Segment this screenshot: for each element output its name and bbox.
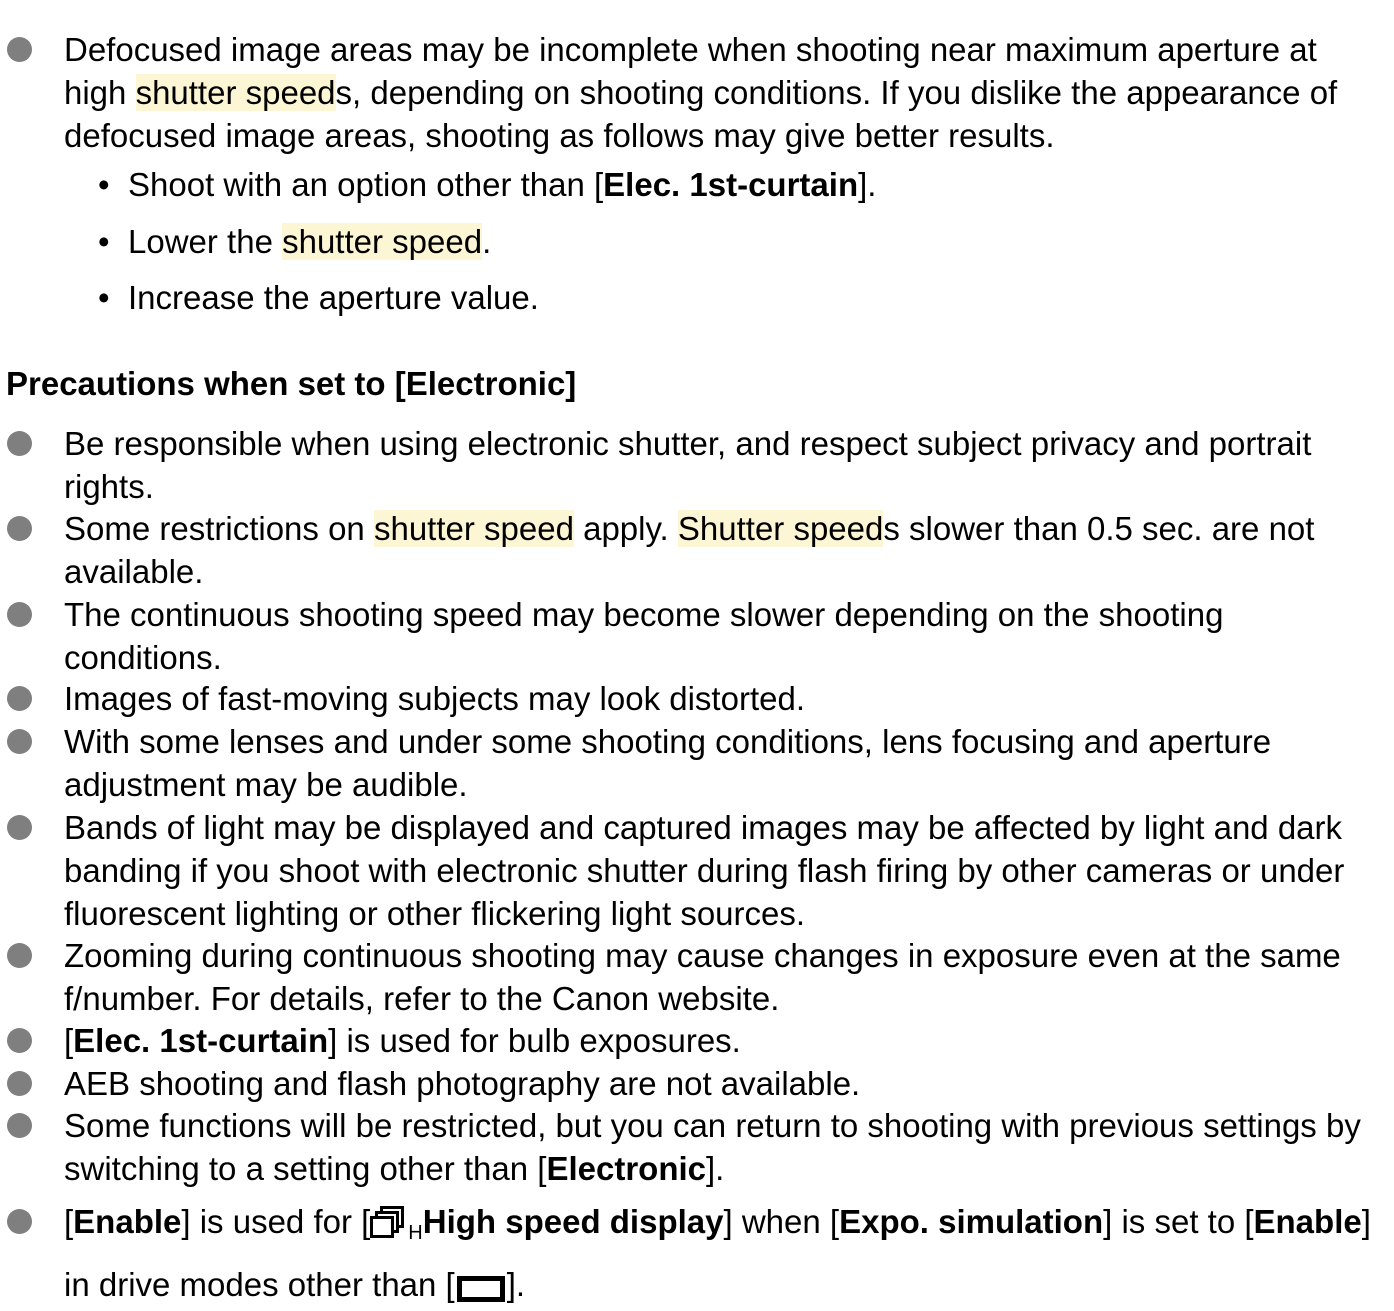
bullet-dot-icon (7, 943, 32, 968)
sub-item-aperture: • Increase the aperture value. (128, 276, 539, 319)
sub-bullet-icon: • (98, 223, 110, 260)
highlight-shutter-speed: shutter speed (373, 510, 574, 547)
bullet-dot-icon (7, 431, 32, 456)
text-segment: s, depending on shooting conditions. If you dislike the appearance of defocused image areas, shooting as follows may give better results. (64, 74, 1338, 154)
section-heading: Precautions when set to [Electronic] (6, 365, 577, 402)
bullet-defocused (64, 28, 1384, 157)
bullet-dot-icon (7, 1113, 32, 1138)
setting-name: Electronic (546, 1150, 707, 1187)
precaution-restricted: Some functions will be restricted, but you can return to shooting with previous settings by switching to a setting other than [Electronic]. (64, 1104, 1384, 1190)
bullet-dot-icon (7, 815, 32, 840)
bullet-dot-icon (7, 516, 32, 541)
setting-name: Elec. 1st-curtain (603, 166, 859, 203)
precaution-audible: With some lenses and under some shooting conditions, lens focusing and aperture adjustment may be audible. (64, 720, 1384, 806)
high-speed-subscript: H (408, 1222, 423, 1244)
continuous-shooting-icon (370, 1206, 410, 1236)
precaution-bulb: [Elec. 1st-curtain] is used for bulb exposures. (64, 1019, 1384, 1062)
sub-bullet-icon: • (98, 279, 110, 316)
setting-name: Elec. 1st-curtain (73, 1022, 329, 1059)
bullet-dot-icon (7, 37, 32, 62)
precaution-banding: Bands of light may be displayed and captured images may be affected by light and dark banding if you shoot with electronic shutter during flash firing by other cameras or under fluorescent lighting or other flickering light sources. (64, 806, 1384, 935)
precaution-privacy: Be responsible when using electronic shutter, and respect subject privacy and portrait rights. (64, 422, 1384, 508)
sub-item-option: • Shoot with an option other than [Elec. 1st-curtain]. (128, 163, 876, 206)
sub-item-shutter: • Lower the shutter speed. (128, 220, 491, 263)
precaution-aeb: AEB shooting and flash photography are not available. (64, 1062, 1384, 1105)
single-shooting-icon (457, 1276, 505, 1302)
bullet-dot-icon (7, 686, 32, 711)
bullet-dot-icon (7, 602, 32, 627)
precaution-continuous-speed: The continuous shooting speed may become slower depending on the shooting conditions. (64, 593, 1384, 679)
bullet-dot-icon (7, 1209, 32, 1234)
highlight-shutter-speed: shutter speed (135, 74, 336, 111)
precaution-shutter-speed: Some restrictions on shutter speed apply. Shutter speeds slower than 0.5 sec. are not available. (64, 507, 1384, 593)
precaution-zooming: Zooming during continuous shooting may cause changes in exposure even at the same f/number. For details, refer to the Canon website. (64, 934, 1384, 1020)
text-segment: Defocused image areas may be incomplete when shooting near maximum aperture at high (64, 31, 1317, 111)
precaution-high-speed-display: [Enable] is used for [ HHigh speed display] when [Expo. simulation] is set to [Enable] in drive modes other than [ ]. (64, 1196, 1384, 1311)
highlight-shutter-speed: shutter speed (282, 223, 483, 260)
precaution-distortion: Images of fast-moving subjects may look distorted. (64, 677, 1384, 720)
highlight-shutter-speed: Shutter speed (677, 510, 884, 547)
bullet-dot-icon (7, 1028, 32, 1053)
bullet-dot-icon (7, 729, 32, 754)
sub-bullet-icon: • (98, 166, 110, 203)
bullet-dot-icon (7, 1071, 32, 1096)
